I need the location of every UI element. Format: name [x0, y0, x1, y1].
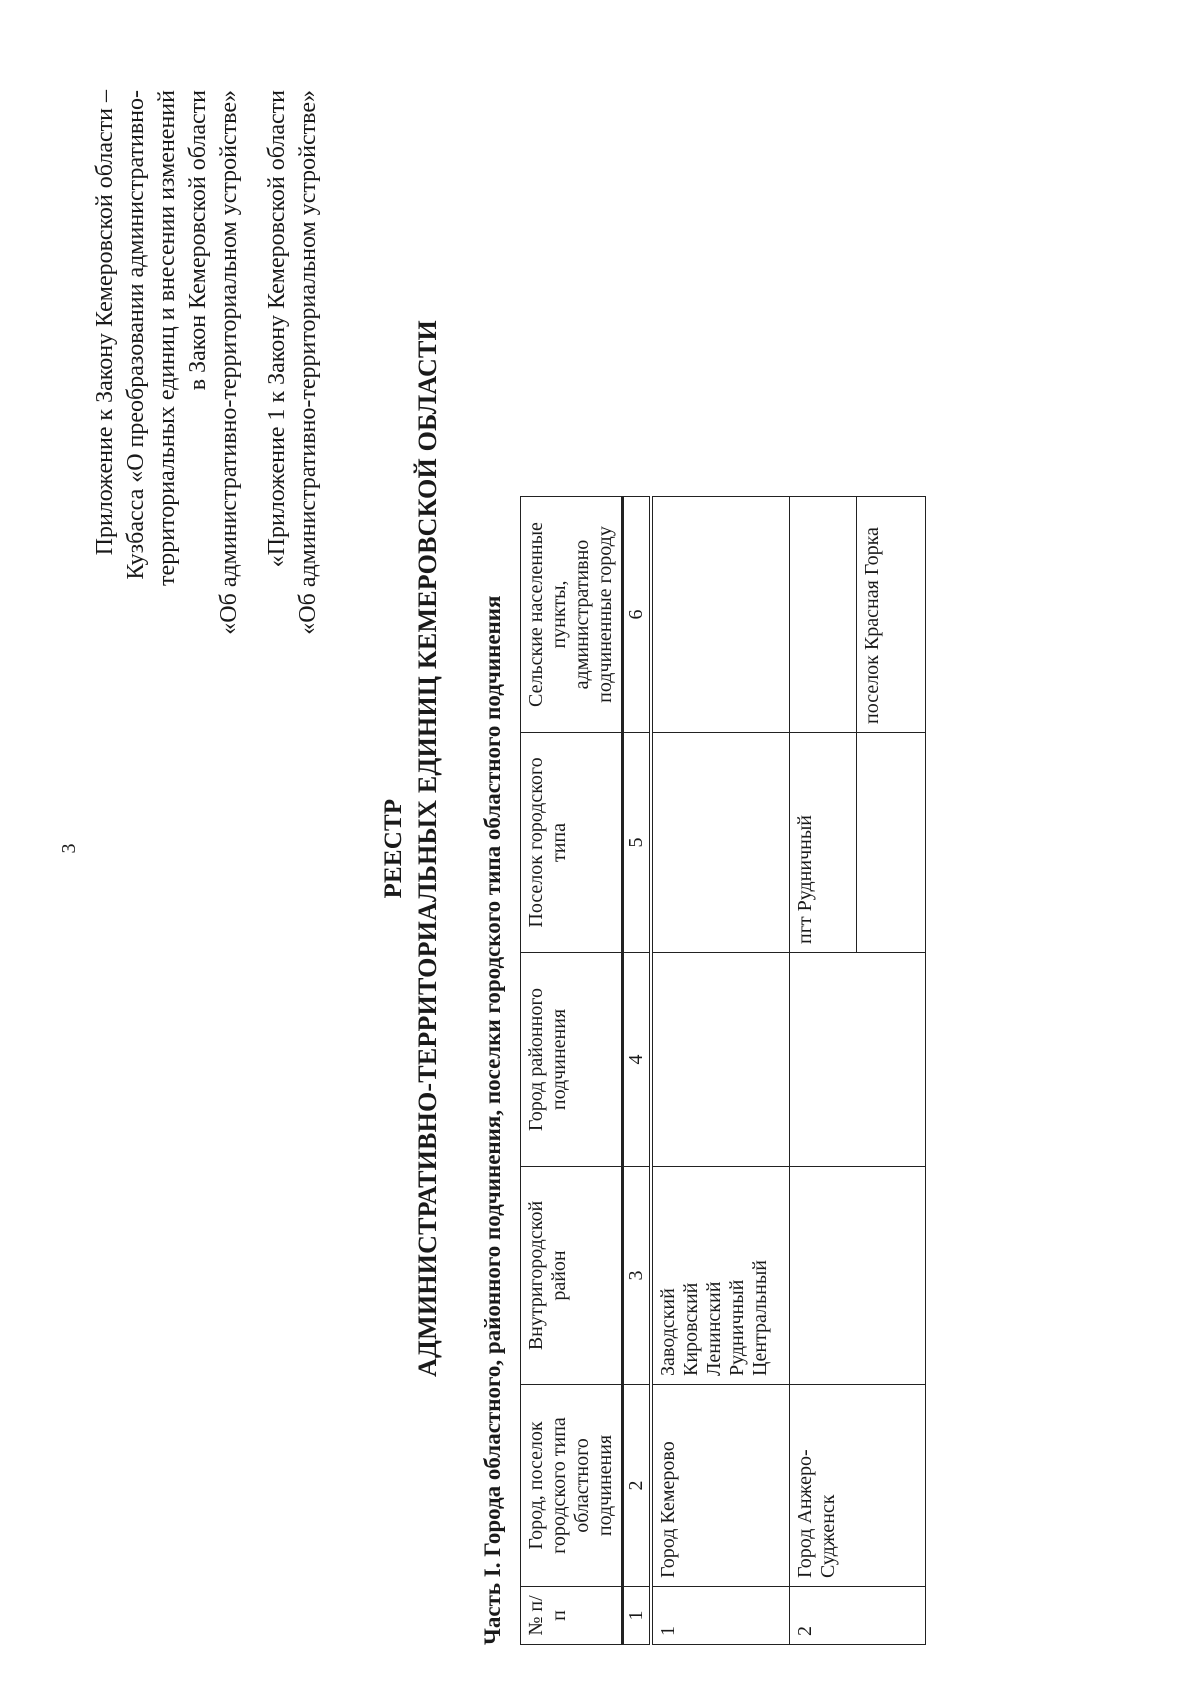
header-settlement: Поселок городского типа — [521, 733, 623, 953]
district-item: Заводский — [657, 1288, 679, 1376]
part-title: Часть I. Города областного, районного подчинения, поселки городского типа областного подчинения — [480, 595, 505, 1645]
annex-reference — [90, 90, 245, 730]
annex-line: в Закон Кемеровской области — [185, 90, 211, 391]
row-districts — [790, 1167, 926, 1385]
row-settlement: пгт Рудничный — [790, 733, 857, 953]
table-header-row — [521, 497, 623, 1645]
column-number: 3 — [623, 1167, 652, 1385]
table-row — [790, 497, 857, 1645]
column-number: 1 — [623, 1587, 652, 1645]
header-city: Город, поселок городского типа областного подчинения — [521, 1385, 623, 1587]
column-number: 6 — [623, 497, 652, 733]
header-district-city: Город районного подчинения — [521, 953, 623, 1167]
row-settlement — [651, 733, 790, 953]
row-district-city — [651, 953, 790, 1167]
table-row — [651, 497, 790, 1645]
annex-line: территориальных единиц и внесении изменений — [154, 90, 180, 586]
annex-sub-reference — [262, 90, 324, 730]
district-item: Центральный — [749, 1259, 771, 1376]
row-settlement-empty — [857, 733, 926, 953]
registry-table — [520, 496, 926, 1645]
annex-sub-line: «Приложение 1 к Закону Кемеровской области — [264, 90, 290, 568]
header-district: Внутригородской район — [521, 1167, 623, 1385]
row-rural-empty — [790, 497, 857, 733]
district-item: Кировский — [680, 1282, 702, 1376]
row-city: Город Анжеро-Судженск — [790, 1385, 926, 1587]
row-district-city — [790, 953, 926, 1167]
registry-subtitle: АДМИНИСТРАТИВНО-ТЕРРИТОРИАЛЬНЫХ ЕДИНИЦ КЕМЕРОВСКОЙ ОБЛАСТИ — [413, 320, 442, 1377]
header-rural: Сельские населенные пункты, административно подчиненные городу — [521, 497, 623, 733]
page-number: 3 — [58, 843, 80, 854]
district-item: Рудничный — [726, 1279, 748, 1376]
row-districts — [651, 1167, 790, 1385]
annex-line: «Об административно-территориальном устройстве» — [216, 90, 242, 635]
registry-title: РЕЕСТР — [380, 798, 407, 899]
annex-line: Кузбасса «О преобразовании административно- — [123, 90, 149, 580]
row-number: 2 — [790, 1587, 926, 1645]
annex-line: Приложение к Закону Кемеровской области – — [92, 90, 118, 556]
annex-sub-line: «Об административно-территориальном устройстве» — [295, 90, 321, 635]
column-number: 5 — [623, 733, 652, 953]
row-city: Город Кемерово — [651, 1385, 790, 1587]
column-number: 4 — [623, 953, 652, 1167]
column-number: 2 — [623, 1385, 652, 1587]
table-column-numbers-row — [623, 497, 652, 1645]
header-number: № п/п — [521, 1587, 623, 1645]
row-rural: поселок Красная Горка — [857, 497, 926, 733]
row-rural — [651, 497, 790, 733]
row-number: 1 — [651, 1587, 790, 1645]
district-item: Ленинский — [703, 1281, 725, 1376]
